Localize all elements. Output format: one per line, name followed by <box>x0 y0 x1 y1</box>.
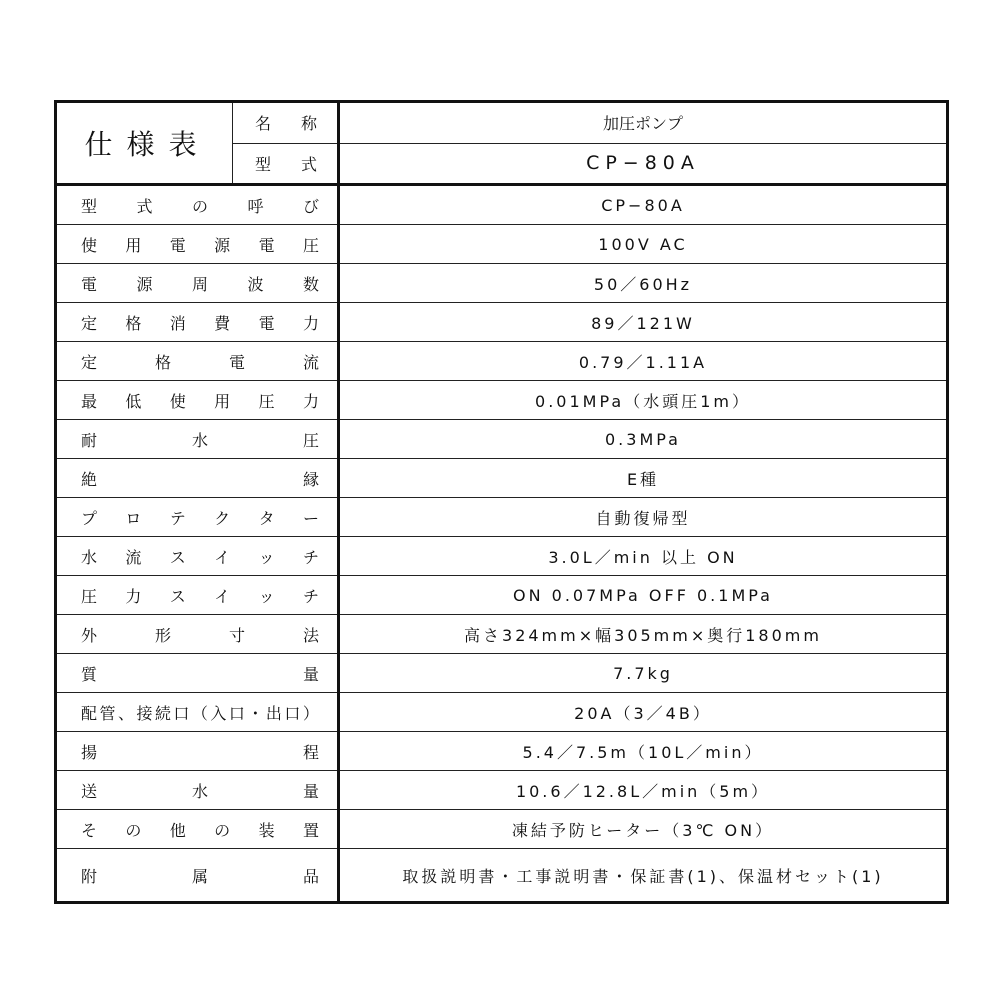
label-char: 縁 <box>302 469 319 489</box>
label-char: プ <box>81 508 98 528</box>
label-char: 電 <box>228 352 245 372</box>
header-row-name <box>56 102 948 144</box>
label-char: 型 <box>255 154 272 174</box>
label-char: 揚 <box>81 742 98 762</box>
label-char: 圧 <box>302 235 319 255</box>
spec-row <box>56 381 948 420</box>
spec-label-text <box>81 506 319 529</box>
label-char: 水 <box>81 547 98 567</box>
spec-label-text <box>81 194 319 217</box>
label-char: 配 <box>81 703 98 723</box>
label-char: ッ <box>258 586 275 606</box>
spec-label <box>56 576 339 615</box>
label-char: 質 <box>81 664 98 684</box>
spec-label-text <box>81 272 319 295</box>
spec-label <box>56 771 339 810</box>
spec-label <box>56 264 339 303</box>
label-char: 附 <box>81 866 98 886</box>
label-char: 費 <box>214 313 231 333</box>
spec-rows <box>56 185 948 903</box>
label-char: 型 <box>81 196 98 216</box>
label-char: 名 <box>255 114 272 134</box>
spec-row <box>56 225 948 264</box>
spec-row <box>56 498 948 537</box>
spec-value: 0.01MPa（水頭圧1m） <box>339 381 948 420</box>
spec-row <box>56 771 948 810</box>
label-char: イ <box>214 586 231 606</box>
model-value: CP−80A <box>339 143 948 185</box>
label-char: 入 <box>210 703 227 723</box>
label-char: ） <box>302 703 319 723</box>
label-char: 程 <box>302 742 319 762</box>
label-char: 量 <box>302 781 319 801</box>
spec-label <box>56 693 339 732</box>
label-char: 他 <box>169 820 186 840</box>
spec-value: 3.0L／min 以上 ON <box>339 537 948 576</box>
spec-label <box>56 615 339 654</box>
spec-label-text <box>81 467 319 490</box>
label-char: ス <box>169 586 186 606</box>
name-label <box>233 102 339 144</box>
spec-value: 20A（3／4B） <box>339 693 948 732</box>
label-char: 呼 <box>247 196 264 216</box>
label-char: 、 <box>117 703 134 723</box>
label-char: ス <box>169 547 186 567</box>
label-char: び <box>302 196 319 216</box>
label-char: 接 <box>136 703 153 723</box>
spec-value: 0.3MPa <box>339 420 948 459</box>
spec-value: 自動復帰型 <box>339 498 948 537</box>
spec-label <box>56 303 339 342</box>
label-char: 口 <box>173 703 190 723</box>
label-char: 量 <box>302 664 319 684</box>
spec-value: 10.6／12.8L／min（5m） <box>339 771 948 810</box>
spec-label <box>56 732 339 771</box>
label-char: 耐 <box>81 430 98 450</box>
label-char: ク <box>214 508 231 528</box>
label-char: 寸 <box>228 625 245 645</box>
label-char: 流 <box>302 352 319 372</box>
spec-label-text <box>81 389 319 412</box>
label-char: 品 <box>302 866 319 886</box>
spec-label <box>56 225 339 264</box>
label-char: 使 <box>169 391 186 411</box>
model-label-text <box>233 152 337 175</box>
label-char: 力 <box>125 586 142 606</box>
label-char: 電 <box>258 313 275 333</box>
spec-row <box>56 185 948 225</box>
spec-label <box>56 810 339 849</box>
spec-row <box>56 342 948 381</box>
label-char: 形 <box>154 625 171 645</box>
spec-value: 7.7kg <box>339 654 948 693</box>
label-char: 圧 <box>258 391 275 411</box>
label-char: の <box>214 820 231 840</box>
label-char: 消 <box>169 313 186 333</box>
spec-value: 高さ324mm×幅305mm×奥行180mm <box>339 615 948 654</box>
spec-table <box>54 100 949 904</box>
label-char: 使 <box>81 235 98 255</box>
spec-value: 凍結予防ヒーター（3℃ ON） <box>339 810 948 849</box>
label-char: 圧 <box>302 430 319 450</box>
label-char: の <box>125 820 142 840</box>
label-char: 定 <box>81 352 98 372</box>
spec-label-text <box>81 779 319 802</box>
label-char: 源 <box>136 274 153 294</box>
spec-row <box>56 693 948 732</box>
spec-value: 取扱説明書・工事説明書・保証書(1)、保温材セット(1) <box>402 866 884 886</box>
label-char: 格 <box>154 352 171 372</box>
label-char: 管 <box>99 703 116 723</box>
label-char: タ <box>258 508 275 528</box>
spec-value: CP−80A <box>339 185 948 225</box>
spec-label-text <box>81 662 319 685</box>
label-char: 用 <box>125 235 142 255</box>
label-char: ッ <box>258 547 275 567</box>
spec-value: ON 0.07MPa OFF 0.1MPa <box>339 576 948 615</box>
spec-value: 100V AC <box>339 225 948 264</box>
model-label <box>233 143 339 185</box>
label-char: 送 <box>81 781 98 801</box>
label-char: 周 <box>191 274 208 294</box>
spec-value: 5.4／7.5m（10L／min） <box>339 732 948 771</box>
label-char: 電 <box>258 235 275 255</box>
label-char: ー <box>302 508 319 528</box>
spec-row <box>56 732 948 771</box>
label-char: イ <box>214 547 231 567</box>
spec-label-text <box>81 864 319 887</box>
spec-label-text <box>81 623 319 646</box>
spec-value: 50／60Hz <box>339 264 948 303</box>
label-char: 続 <box>154 703 171 723</box>
spec-row <box>56 537 948 576</box>
spec-row <box>56 615 948 654</box>
label-char: 電 <box>169 235 186 255</box>
label-char: 式 <box>136 196 153 216</box>
label-char: 圧 <box>81 586 98 606</box>
label-char: そ <box>81 820 98 840</box>
label-char: 源 <box>214 235 231 255</box>
label-char: の <box>191 196 208 216</box>
label-char: 定 <box>81 313 98 333</box>
label-char: 電 <box>81 274 98 294</box>
spec-label <box>56 381 339 420</box>
spec-label <box>56 498 339 537</box>
label-char: 水 <box>191 430 208 450</box>
label-char: チ <box>302 547 319 567</box>
spec-label-text <box>81 233 319 256</box>
label-char: 力 <box>302 313 319 333</box>
spec-value: 89／121W <box>339 303 948 342</box>
spec-label-text <box>81 740 319 763</box>
spec-value: E種 <box>339 459 948 498</box>
spec-row <box>56 264 948 303</box>
spec-title: 仕様表 <box>56 102 233 185</box>
label-char: 力 <box>302 391 319 411</box>
spec-label-text <box>81 428 319 451</box>
label-char: 法 <box>302 625 319 645</box>
spec-row <box>56 810 948 849</box>
label-char: ロ <box>125 508 142 528</box>
label-char: 流 <box>125 547 142 567</box>
label-char: 属 <box>191 866 208 886</box>
label-char: 口 <box>284 703 301 723</box>
spec-label-text <box>81 701 319 724</box>
label-char: 口 <box>228 703 245 723</box>
label-char: 水 <box>191 781 208 801</box>
spec-value: 0.79／1.11A <box>339 342 948 381</box>
label-char: 装 <box>258 820 275 840</box>
spec-label-text <box>81 818 319 841</box>
label-char: テ <box>169 508 186 528</box>
spec-label <box>56 459 339 498</box>
label-char: ・ <box>247 703 264 723</box>
label-char: チ <box>302 586 319 606</box>
label-char: 置 <box>302 820 319 840</box>
label-char: （ <box>191 703 208 723</box>
spec-row <box>56 849 948 903</box>
label-char: 用 <box>214 391 231 411</box>
spec-label <box>56 849 339 903</box>
label-char: 波 <box>247 274 264 294</box>
label-char: 低 <box>125 391 142 411</box>
label-char: 外 <box>81 625 98 645</box>
spec-label <box>56 420 339 459</box>
name-value: 加圧ポンプ <box>339 102 948 144</box>
spec-row <box>56 576 948 615</box>
spec-label-text <box>81 350 319 373</box>
spec-label <box>56 185 339 225</box>
spec-row <box>56 420 948 459</box>
spec-label <box>56 654 339 693</box>
spec-row <box>56 303 948 342</box>
spec-label <box>56 342 339 381</box>
label-char: 最 <box>81 391 98 411</box>
spec-label-text <box>81 311 319 334</box>
spec-label-text <box>81 584 319 607</box>
name-label-text <box>233 111 337 134</box>
spec-row <box>56 459 948 498</box>
spec-label-text <box>81 545 319 568</box>
label-char: 出 <box>265 703 282 723</box>
label-char: 絶 <box>81 469 98 489</box>
label-char: 式 <box>300 154 317 174</box>
label-char: 称 <box>300 114 317 134</box>
spec-label <box>56 537 339 576</box>
label-char: 格 <box>125 313 142 333</box>
spec-row <box>56 654 948 693</box>
label-char: 数 <box>302 274 319 294</box>
